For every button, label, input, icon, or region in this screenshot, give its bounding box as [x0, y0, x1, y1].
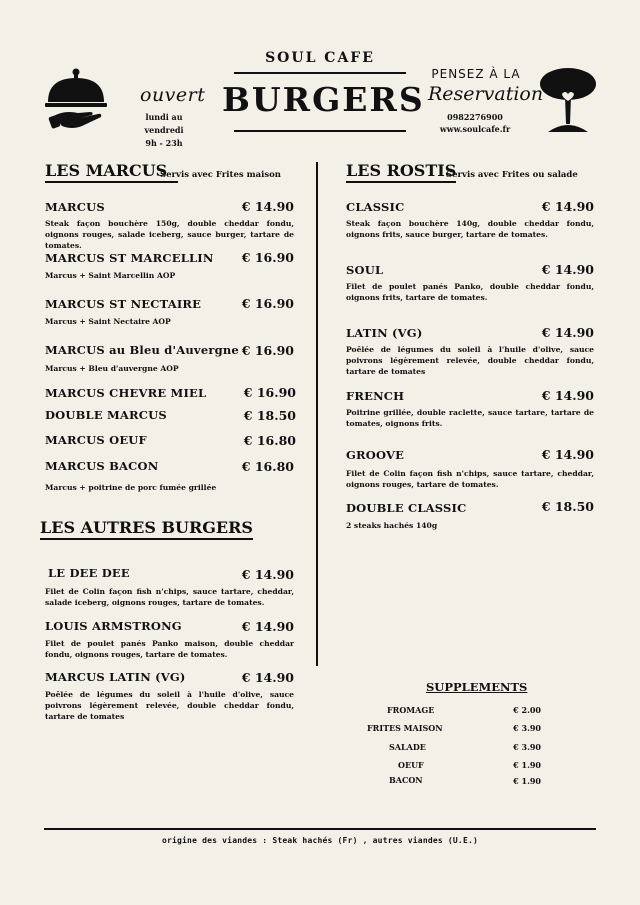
menu-item-price: € 16.90	[243, 385, 296, 400]
menu-item-desc: Filet de poulet panés Panko, double cheddar fondu, oignons frits, tartare de tomates.	[346, 282, 594, 302]
menu-item-price: € 14.90	[241, 567, 294, 582]
menu-item-desc: Marcus + poitrine de porc fumée grillée	[45, 483, 217, 492]
menu-item-price: € 18.50	[541, 499, 594, 514]
column-divider	[316, 162, 318, 666]
menu-item-price: € 18.50	[243, 408, 296, 423]
menu-item-name: LOUIS ARMSTRONG	[45, 619, 182, 633]
menu-item-name: LE DEE DEE	[48, 566, 130, 580]
menu-item-price: € 14.90	[541, 388, 594, 403]
menu-item-desc: Filet de Colin façon fish n'chips, sauce tartare, cheddar, salade iceberg, oignons rouges, tartare de tomates.	[45, 587, 294, 607]
menu-item-desc: Filet de Colin façon fish n'chips, sauce tartare, cheddar, oignons rouges, tartare de tomates.	[346, 469, 594, 489]
section-note-marcus: Servis avec Frites maison	[160, 170, 281, 180]
menu-item-name: DOUBLE MARCUS	[45, 408, 167, 422]
opening-days: lundi au vendredi	[144, 112, 184, 135]
supplement-name: OEUF	[398, 760, 424, 770]
menu-item-desc: Poitrine grillée, double raclette, sauce tartare, tartare de tomates, oignons frits.	[346, 408, 594, 428]
supplement-name: BACON	[389, 775, 423, 785]
section-title-rostis: LES ROSTIS	[346, 162, 456, 183]
menu-item-price: € 16.90	[241, 296, 294, 311]
supplement-price: € 1.90	[513, 776, 541, 786]
menu-item-name: MARCUS BACON	[45, 459, 159, 473]
menu-item-name: MARCUS CHEVRE MIEL	[45, 386, 207, 400]
menu-item-desc: Marcus + Saint Nectaire AOP	[45, 317, 171, 326]
menu-item-name: MARCUS LATIN (VG)	[45, 670, 186, 684]
menu-item-desc: Marcus + Bleu d'auvergne AOP	[45, 364, 179, 373]
supplement-price: € 2.00	[513, 705, 541, 715]
menu-item-price: € 16.90	[241, 343, 294, 358]
phone-number[interactable]: 0982276900	[447, 112, 503, 122]
page-title: BURGERS	[222, 80, 425, 119]
supplement-name: FROMAGE	[387, 705, 435, 715]
brand-name: SOUL CAFE	[265, 50, 375, 66]
footer-rule	[44, 828, 596, 830]
opening-time: 9h - 23h	[145, 138, 183, 148]
menu-item-desc: Filet de poulet panés Panko maison, double cheddar fondu, oignons rouges, tartare de tomates.	[45, 639, 294, 659]
menu-item-price: € 16.90	[241, 250, 294, 265]
menu-item-price: € 14.90	[541, 447, 594, 462]
menu-item-name: FRENCH	[346, 389, 405, 403]
menu-item-desc: Steak façon bouchère 150g, double cheddar fondu, oignons rouges, salade iceberg, sauce burger, tartare de tomates.	[45, 219, 294, 250]
menu-item-name: LATIN (VG)	[346, 326, 423, 340]
menu-item-price: € 14.90	[541, 325, 594, 340]
menu-item-desc: 2 steaks hachés 140g	[346, 521, 438, 530]
section-title-marcus-text: LES MARCUS	[45, 161, 168, 180]
menu-item-price: € 14.90	[541, 199, 594, 214]
menu-item-name: GROOVE	[346, 448, 405, 462]
cloche-icon	[44, 66, 108, 134]
supplement-name: FRITES MAISON	[367, 723, 443, 733]
menu-item-desc: Steak façon bouchère 140g, double cheddar fondu, oignons frits, sauce burger, tartare de tomates.	[346, 219, 594, 239]
menu-item-name: CLASSIC	[346, 200, 405, 214]
menu-item-name: MARCUS au Bleu d'Auvergne	[45, 343, 239, 357]
menu-item-name: MARCUS ST NECTAIRE	[45, 297, 202, 311]
opening-hours	[128, 111, 200, 150]
title-rule-bottom	[234, 130, 406, 132]
menu-item-name: MARCUS	[45, 200, 105, 214]
open-label: ouvert	[140, 84, 206, 106]
supplement-price: € 1.90	[513, 760, 541, 770]
section-title-autres: LES AUTRES BURGERS	[40, 519, 253, 540]
website-link[interactable]: www.soulcafe.fr	[439, 124, 511, 134]
menu-item-price: € 14.90	[241, 619, 294, 634]
title-rule-top	[234, 72, 406, 74]
supplement-price: € 3.90	[513, 723, 541, 733]
menu-item-name: DOUBLE CLASSIC	[346, 501, 467, 515]
menu-item-price: € 14.90	[541, 262, 594, 277]
reservation-script: Reservation	[428, 83, 544, 105]
menu-item-desc: Poêlée de légumes du soleil à l'huile d'olive, sauce poivrons légèrement relevée, double cheddar fondu, tartare de tomates	[346, 345, 594, 376]
supplement-price: € 3.90	[513, 742, 541, 752]
menu-item-name: SOUL	[346, 263, 384, 277]
menu-item-desc: Poêlée de légumes du soleil à l'huile d'olive, sauce poivrons légèrement relevée, double cheddar fondu, tartare de tomates	[45, 690, 294, 721]
menu-item-price: € 16.80	[243, 433, 296, 448]
menu-item-desc: Marcus + Saint Marcellin AOP	[45, 271, 176, 280]
section-title-marcus	[45, 162, 178, 183]
supplements-title: SUPPLEMENTS	[426, 680, 528, 694]
supplement-name: SALADE	[389, 742, 426, 752]
menu-item-price: € 16.80	[241, 459, 294, 474]
reservation-lead: PENSEZ À LA	[431, 67, 521, 81]
menu-item-name: MARCUS ST MARCELLIN	[45, 251, 214, 265]
menu-item-price: € 14.90	[241, 199, 294, 214]
section-note-rostis: Servis avec Frites ou salade	[446, 170, 578, 180]
tree-icon	[538, 66, 598, 134]
footer-note: origine des viandes : Steak hachés (Fr) , autres viandes (U.E.)	[161, 836, 479, 845]
menu-item-name: MARCUS OEUF	[45, 433, 147, 447]
menu-item-price: € 14.90	[241, 670, 294, 685]
